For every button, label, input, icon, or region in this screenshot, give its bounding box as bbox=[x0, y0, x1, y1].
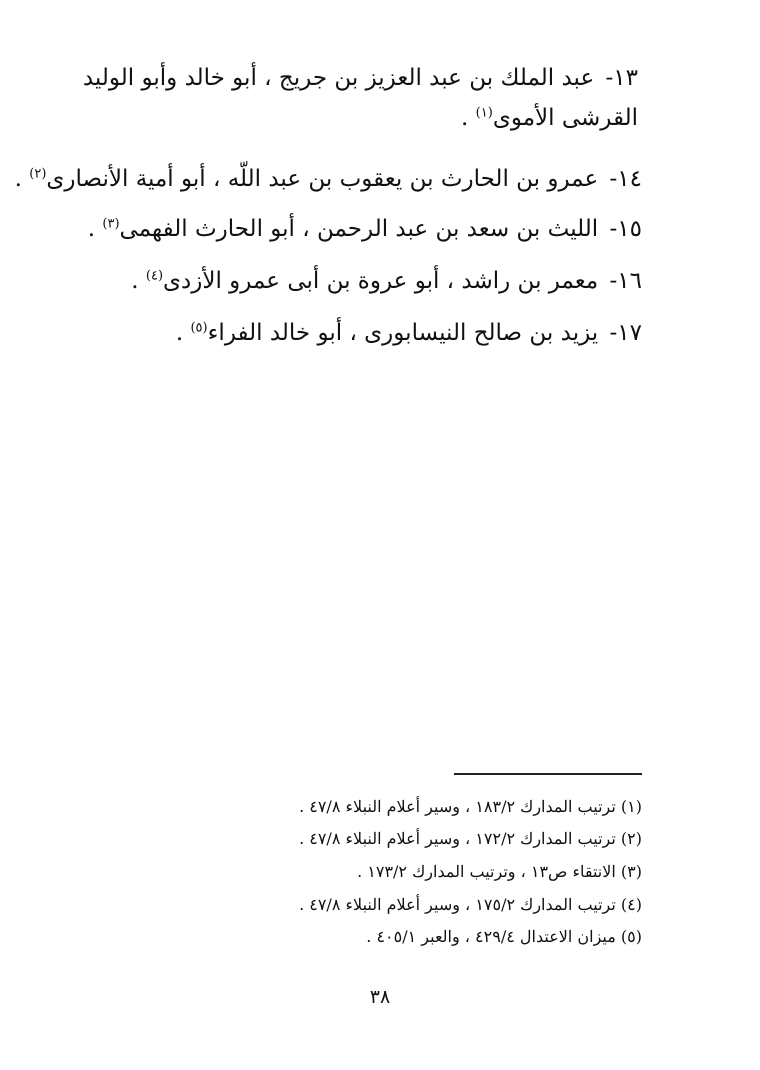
footnote-separator bbox=[454, 773, 642, 775]
entry-number: ١٤- bbox=[609, 166, 642, 192]
entry-text: يزيد بن صالح النيسابورى ، أبو خالد الفراء bbox=[207, 320, 599, 346]
entry-17 bbox=[176, 314, 642, 352]
entry-13 bbox=[78, 58, 638, 138]
entry-end: . bbox=[175, 320, 184, 346]
entry-text: معمر بن راشد ، أبو عروة بن أبى عمرو الأزدى bbox=[163, 268, 599, 294]
entry-end: . bbox=[14, 166, 22, 192]
entry-number: ١٣- bbox=[605, 65, 638, 91]
page-number: ٣٨ bbox=[369, 986, 391, 1008]
entry-number: ١٧- bbox=[609, 320, 642, 346]
entry-number: ١٦- bbox=[609, 268, 642, 294]
footnote-marker: (٢) bbox=[29, 166, 47, 182]
entry-text: الليث بن سعد بن عبد الرحمن ، أبو الحارث الفهمى bbox=[119, 216, 599, 242]
footnote-marker: (٥) bbox=[190, 320, 208, 336]
entry-16 bbox=[131, 262, 642, 300]
footnote-5: (٥) ميزان الاعتدال ٤٢٩/٤ ، والعبر ٤٠٥/١ . bbox=[366, 927, 642, 946]
footnote-marker: (١) bbox=[475, 105, 493, 121]
entry-text: عبد الملك بن عبد العزيز بن جريج ، أبو خالد وأبو الوليد القرشى الأموى bbox=[82, 65, 638, 131]
footnote-4: (٤) ترتيب المدارك ١٧٥/٢ ، وسير أعلام النبلاء ٤٧/٨ . bbox=[299, 895, 642, 914]
entry-14 bbox=[15, 160, 642, 198]
entry-end: . bbox=[87, 216, 96, 242]
footnote-1: (١) ترتيب المدارك ١٨٣/٢ ، وسير أعلام النبلاء ٤٧/٨ . bbox=[299, 797, 642, 816]
footnote-marker: (٣) bbox=[102, 216, 120, 232]
entry-number: ١٥- bbox=[609, 216, 642, 242]
entry-end: . bbox=[131, 268, 139, 294]
entry-end: . bbox=[461, 105, 469, 131]
footnote-3: (٣) الانتقاء ص١٣ ، وترتيب المدارك ١٧٣/٢ . bbox=[357, 862, 642, 881]
footnote-2: (٢) ترتيب المدارك ١٧٢/٢ ، وسير أعلام النبلاء ٤٧/٨ . bbox=[299, 829, 642, 848]
footnote-marker: (٤) bbox=[145, 268, 164, 284]
entry-text: عمرو بن الحارث بن يعقوب بن عبد اللّه ، أبو أمية الأنصارى bbox=[46, 166, 599, 192]
entry-15 bbox=[88, 210, 642, 248]
